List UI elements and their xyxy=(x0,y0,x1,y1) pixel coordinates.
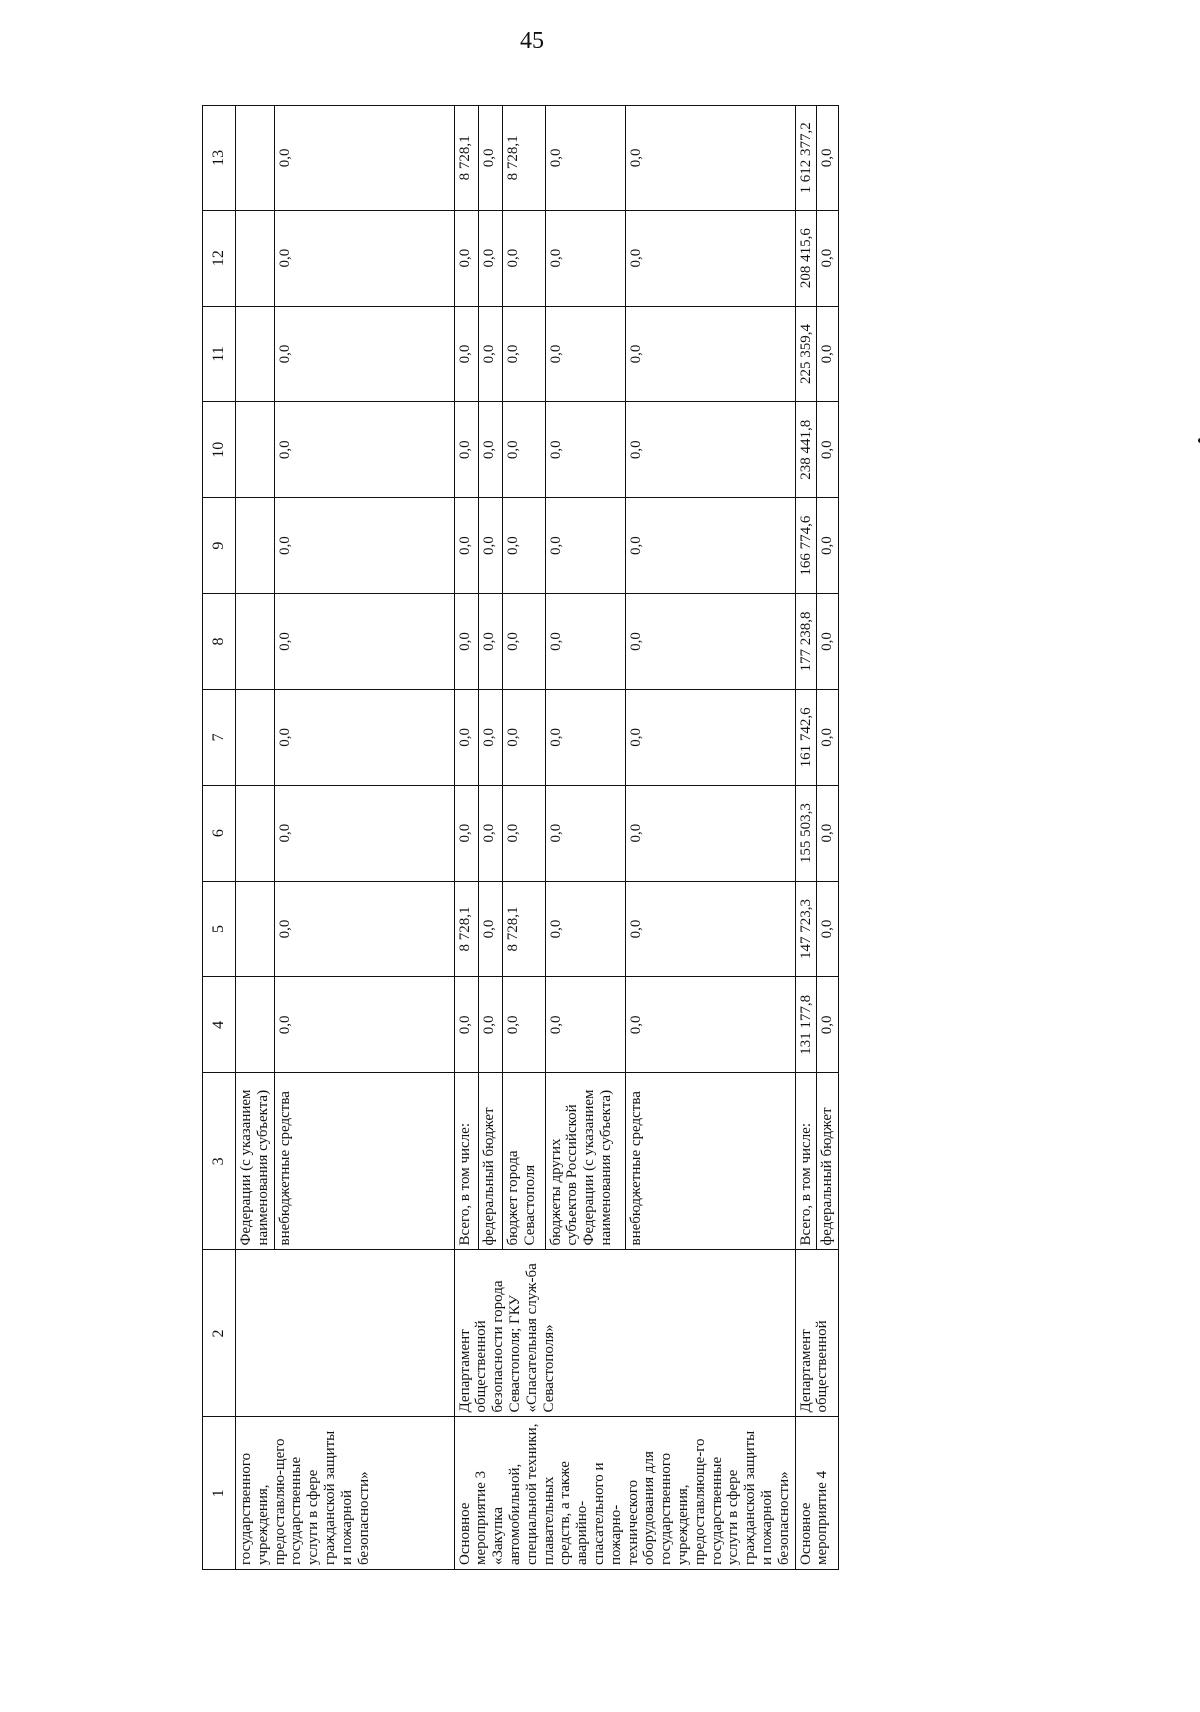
header-cell: 7 xyxy=(203,689,236,785)
value-cell: 8 728,1 xyxy=(502,106,545,211)
value-cell: 0,0 xyxy=(625,106,795,211)
funding-source-cell: федеральный бюджет xyxy=(817,1073,839,1250)
value-cell: 131 177,8 xyxy=(795,977,817,1073)
value-cell: 1 612 377,2 xyxy=(795,106,817,211)
value-cell: 0,0 xyxy=(545,498,625,594)
value-cell xyxy=(236,210,275,306)
value-cell: 0,0 xyxy=(502,977,545,1073)
executor-cell: Департамент общественной xyxy=(795,1250,839,1417)
header-cell: 6 xyxy=(203,785,236,881)
value-cell: 0,0 xyxy=(502,306,545,402)
value-cell: 0,0 xyxy=(274,881,454,977)
value-cell: 0,0 xyxy=(274,498,454,594)
value-cell: 0,0 xyxy=(454,785,478,881)
value-cell: 0,0 xyxy=(817,306,839,402)
value-cell xyxy=(236,594,275,690)
value-cell: 0,0 xyxy=(274,402,454,498)
value-cell: 0,0 xyxy=(274,106,454,211)
value-cell xyxy=(236,106,275,211)
value-cell: 0,0 xyxy=(478,306,502,402)
value-cell: 0,0 xyxy=(817,210,839,306)
value-cell: 0,0 xyxy=(545,785,625,881)
value-cell xyxy=(236,402,275,498)
value-cell xyxy=(236,498,275,594)
header-cell: 5 xyxy=(203,881,236,977)
value-cell: 0,0 xyxy=(274,210,454,306)
funding-source-cell: бюджеты других субъектов Российской Федерации (с указанием наименования субъекта) xyxy=(545,1073,625,1250)
table-row xyxy=(795,106,817,1570)
funding-source-cell: внебюджетные средства xyxy=(625,1073,795,1250)
value-cell: 0,0 xyxy=(454,306,478,402)
value-cell: 208 415,6 xyxy=(795,210,817,306)
value-cell xyxy=(236,881,275,977)
activity-name-cell: Основное мероприятие 4 xyxy=(795,1417,839,1570)
value-cell: 0,0 xyxy=(625,402,795,498)
header-cell: 8 xyxy=(203,594,236,690)
value-cell: 0,0 xyxy=(545,689,625,785)
value-cell: 0,0 xyxy=(478,594,502,690)
funding-source-cell: Всего, в том числе: xyxy=(795,1073,817,1250)
value-cell: 0,0 xyxy=(274,689,454,785)
value-cell: 0,0 xyxy=(545,881,625,977)
value-cell: 238 441,8 xyxy=(795,402,817,498)
value-cell: 0,0 xyxy=(545,977,625,1073)
activity-name-cell: Основное мероприятие 3 «Закупка автомобильной, специальной техники, плавательных средств, а также аварийно-спасательного и пожарно-технического оборудования для государственного учреждения, предоставляюще-го государственные услуги в сфере гражданской защиты и пожарной безопасности» xyxy=(454,1417,795,1570)
value-cell: 0,0 xyxy=(274,977,454,1073)
value-cell: 0,0 xyxy=(478,881,502,977)
value-cell: 0,0 xyxy=(817,402,839,498)
value-cell: 0,0 xyxy=(502,498,545,594)
value-cell: 0,0 xyxy=(478,498,502,594)
funding-source-cell: федеральный бюджет xyxy=(478,1073,502,1250)
value-cell: 0,0 xyxy=(625,498,795,594)
header-cell: 4 xyxy=(203,977,236,1073)
value-cell: 0,0 xyxy=(817,594,839,690)
budget-table xyxy=(202,105,839,1570)
value-cell: 0,0 xyxy=(625,594,795,690)
value-cell: 161 742,6 xyxy=(795,689,817,785)
value-cell: 0,0 xyxy=(478,785,502,881)
table-row xyxy=(236,106,275,1570)
value-cell: 0,0 xyxy=(817,785,839,881)
value-cell: 0,0 xyxy=(625,689,795,785)
value-cell: 0,0 xyxy=(454,594,478,690)
value-cell: 0,0 xyxy=(478,106,502,211)
value-cell: 0,0 xyxy=(478,210,502,306)
value-cell: 0,0 xyxy=(817,106,839,211)
rotated-table-container xyxy=(202,105,1200,1570)
value-cell: 0,0 xyxy=(817,498,839,594)
value-cell: 0,0 xyxy=(817,689,839,785)
value-cell: 0,0 xyxy=(625,785,795,881)
value-cell: 0,0 xyxy=(274,785,454,881)
value-cell: 0,0 xyxy=(625,881,795,977)
value-cell: 8 728,1 xyxy=(454,881,478,977)
value-cell: 0,0 xyxy=(274,594,454,690)
value-cell: 147 723,3 xyxy=(795,881,817,977)
value-cell: 0,0 xyxy=(454,498,478,594)
value-cell: 8 728,1 xyxy=(454,106,478,211)
value-cell: 0,0 xyxy=(502,210,545,306)
value-cell: 0,0 xyxy=(454,402,478,498)
header-cell: 10 xyxy=(203,402,236,498)
value-cell: 0,0 xyxy=(545,402,625,498)
value-cell: 177 238,8 xyxy=(795,594,817,690)
value-cell: 0,0 xyxy=(545,306,625,402)
value-cell: 0,0 xyxy=(454,689,478,785)
value-cell: 0,0 xyxy=(545,210,625,306)
value-cell: 225 359,4 xyxy=(795,306,817,402)
funding-source-cell: Федерации (с указанием наименования субъекта) xyxy=(236,1073,275,1250)
header-row xyxy=(203,106,236,1570)
header-cell: 1 xyxy=(203,1417,236,1570)
funding-source-cell: бюджет города Севастополя xyxy=(502,1073,545,1250)
value-cell xyxy=(236,689,275,785)
value-cell: 0,0 xyxy=(478,689,502,785)
value-cell: 0,0 xyxy=(478,402,502,498)
value-cell: 0,0 xyxy=(478,977,502,1073)
value-cell: 0,0 xyxy=(817,977,839,1073)
header-cell: 9 xyxy=(203,498,236,594)
value-cell: 8 728,1 xyxy=(502,881,545,977)
value-cell: 0,0 xyxy=(502,689,545,785)
executor-cell xyxy=(236,1250,455,1417)
value-cell xyxy=(236,306,275,402)
header-cell: 12 xyxy=(203,210,236,306)
executor-cell: Департамент общественной безопасности города Севастополя; ГКУ «Спасательная служ-ба Севастополя» xyxy=(454,1250,795,1417)
value-cell: 0,0 xyxy=(454,210,478,306)
value-cell: 0,0 xyxy=(502,594,545,690)
value-cell: 0,0 xyxy=(274,306,454,402)
activity-name-cell: государственного учреждения, предоставляю-щего государственные услуги в сфере гражданской защиты и пожарной безопасности» xyxy=(236,1417,455,1570)
value-cell: 0,0 xyxy=(545,106,625,211)
value-cell: 0,0 xyxy=(502,402,545,498)
value-cell: 0,0 xyxy=(454,977,478,1073)
header-cell: 2 xyxy=(203,1250,236,1417)
value-cell: 0,0 xyxy=(625,210,795,306)
value-cell: 166 774,6 xyxy=(795,498,817,594)
header-cell: 11 xyxy=(203,306,236,402)
value-cell: 155 503,3 xyxy=(795,785,817,881)
value-cell: 0,0 xyxy=(502,785,545,881)
value-cell: 0,0 xyxy=(545,594,625,690)
value-cell: 0,0 xyxy=(625,977,795,1073)
header-cell: 13 xyxy=(203,106,236,211)
funding-source-cell: внебюджетные средства xyxy=(274,1073,454,1250)
value-cell xyxy=(236,785,275,881)
header-cell: 3 xyxy=(203,1073,236,1250)
funding-source-cell: Всего, в том числе: xyxy=(454,1073,478,1250)
value-cell: 0,0 xyxy=(625,306,795,402)
value-cell xyxy=(236,977,275,1073)
value-cell: 0,0 xyxy=(817,881,839,977)
table-row xyxy=(454,106,478,1570)
page-number: 45 xyxy=(520,28,544,54)
